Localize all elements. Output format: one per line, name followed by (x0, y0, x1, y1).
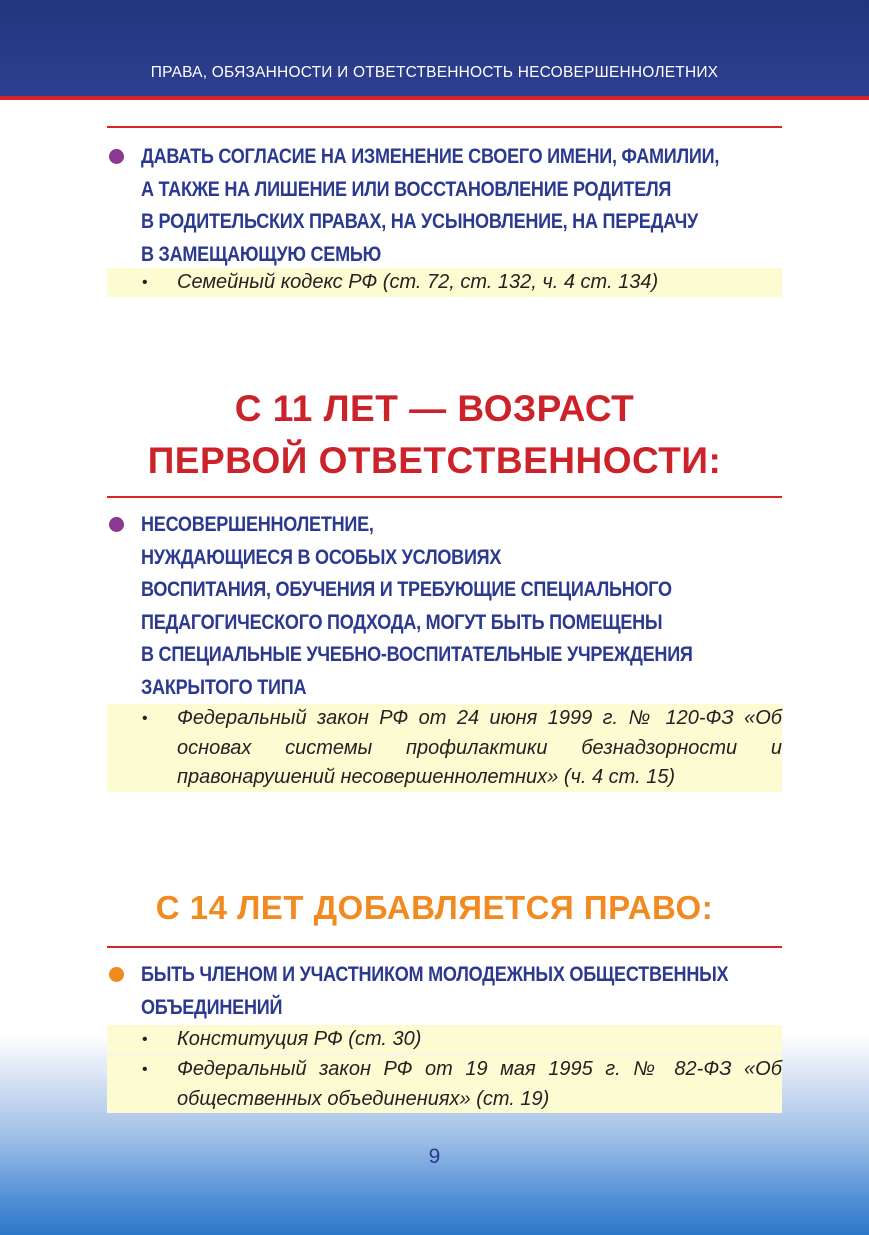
item-line: ЗАКРЫТОГО ТИПА (141, 675, 307, 699)
page-number: 9 (428, 1145, 441, 1168)
item-line: НЕСОВЕРШЕННОЛЕТНИЕ, (141, 513, 374, 536)
item-line: В РОДИТЕЛЬСКИХ ПРАВАХ, НА УСЫНОВЛЕНИЕ, НА ПЕРЕДАЧУ (141, 210, 699, 233)
section-title-line: С 14 ЛЕТ ДОБАВЛЯЕТСЯ ПРАВО: (155, 889, 714, 926)
item-line: ВОСПИТАНИЯ, ОБУЧЕНИЯ И ТРЕБУЮЩИЕ СПЕЦИАЛЬНОГО (141, 578, 672, 601)
divider-rule (107, 126, 782, 128)
item-line: В ЗАМЕЩАЮЩУЮ СЕМЬЮ (141, 242, 381, 266)
section-title-age-14 (0, 886, 869, 930)
legal-reference (107, 1025, 782, 1054)
bullet-icon: • (142, 1031, 148, 1048)
bullet-icon: • (142, 274, 148, 291)
list-item-special-institutions (107, 509, 782, 704)
reference-text: Федеральный закон РФ от 24 июня 1999 г. № 120-ФЗ «Об основах системы профилактики безнадзорности и правонарушений несовершеннолетних» (ч. 4 ст. 15) (177, 707, 782, 788)
item-text (141, 959, 814, 1024)
list-item-name-change (107, 141, 782, 271)
bullet-dot-icon (109, 517, 124, 532)
divider-rule (107, 496, 782, 498)
section-title-line: ПЕРВОЙ ОТВЕТСТВЕННОСТИ: (147, 440, 722, 481)
item-text (141, 509, 814, 704)
section-title-age-11 (0, 383, 869, 487)
divider-rule (107, 946, 782, 948)
legal-reference (107, 1055, 782, 1113)
section-title-line: С 11 ЛЕТ — ВОЗРАСТ (234, 388, 635, 429)
item-text (141, 141, 814, 271)
item-line: ПЕДАГОГИЧЕСКОГО ПОДХОДА, МОГУТ БЫТЬ ПОМЕЩЕНЫ (141, 610, 663, 634)
item-line: ДАВАТЬ СОГЛАСИЕ НА ИЗМЕНЕНИЕ СВОЕГО ИМЕНИ, ФАМИЛИИ, (141, 145, 720, 168)
legal-reference (107, 704, 782, 792)
bullet-dot-icon (109, 149, 124, 164)
bullet-icon: • (142, 1061, 148, 1078)
list-item-youth-organizations (107, 959, 782, 1024)
item-line: НУЖДАЮЩИЕСЯ В ОСОБЫХ УСЛОВИЯХ (141, 545, 502, 569)
item-line: ОБЪЕДИНЕНИЙ (141, 995, 283, 1019)
item-line: В СПЕЦИАЛЬНЫЕ УЧЕБНО-ВОСПИТАТЕЛЬНЫЕ УЧРЕЖДЕНИЯ (141, 643, 693, 666)
legal-reference (107, 268, 782, 297)
bullet-icon: • (142, 710, 148, 727)
reference-text: Семейный кодекс РФ (ст. 72, ст. 132, ч. 4 ст. 134) (177, 271, 659, 293)
reference-text: Федеральный закон РФ от 19 мая 1995 г. № 82-ФЗ «Об общественных объединениях» (ст. 19) (177, 1058, 782, 1110)
item-line: БЫТЬ ЧЛЕНОМ И УЧАСТНИКОМ МОЛОДЕЖНЫХ ОБЩЕСТВЕННЫХ (141, 963, 729, 986)
bullet-dot-icon (109, 967, 124, 982)
item-line: А ТАКЖЕ НА ЛИШЕНИЕ ИЛИ ВОССТАНОВЛЕНИЕ РОДИТЕЛЯ (141, 177, 672, 201)
page-header (0, 0, 869, 100)
header-title: ПРАВА, ОБЯЗАННОСТИ И ОТВЕТСТВЕННОСТЬ НЕСОВЕРШЕННОЛЕТНИХ (150, 64, 719, 81)
reference-text: Конституция РФ (ст. 30) (177, 1028, 422, 1050)
